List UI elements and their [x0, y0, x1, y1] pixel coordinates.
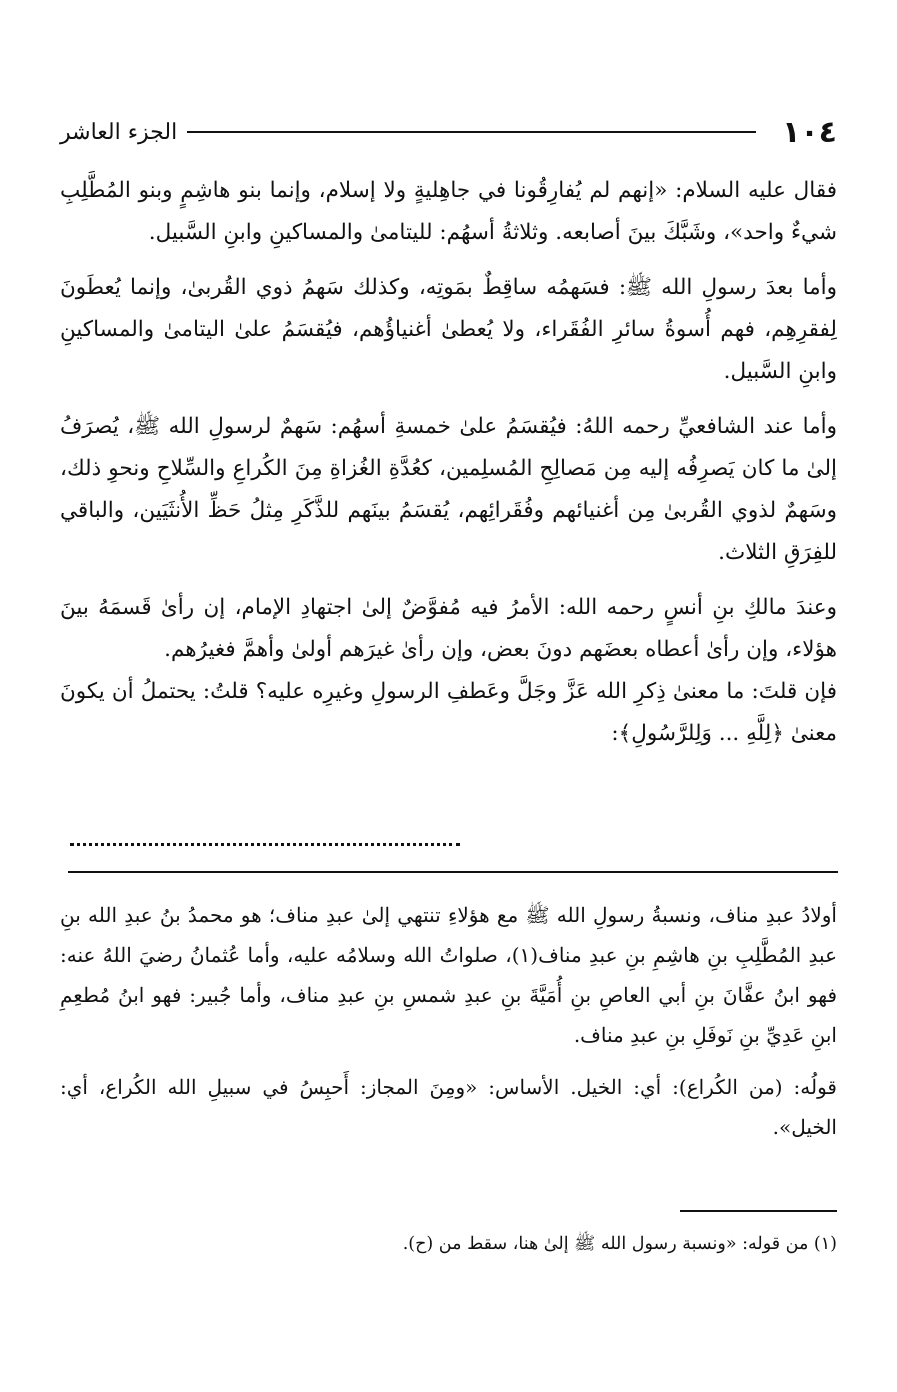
body-paragraph: فإن قلتَ: ما معنىٰ ذِكرِ الله عَزَّ وجَلَّ وعَطفِ الرسولِ وغيرِه عليه؟ قلتُ: يحتملُ أن يكونَ معنىٰ ﴿لِلَّهِ ... وَلِلرَّسُولِ﴾: [60, 679, 837, 746]
running-title: الجزء العاشر [60, 119, 178, 145]
note-paragraph: قولُه: (من الكُراع): أي: الخيل. الأساس: «ومِنَ المجاز: أَحبِسُ في سبيلِ الله الكُراع، أي: الخيل». [60, 1075, 837, 1139]
footnote: (١) من قوله: «ونسبة رسول الله ﷺ إلىٰ هنا، سقط من (ح). [402, 1234, 837, 1254]
commentary-notes [60, 895, 837, 1159]
body-paragraph: وأما عند الشافعيِّ رحمه اللهُ: فيُقسَمُ علىٰ خمسةِ أسهُم: سَهمٌ لرسولِ الله ﷺ، يُصرَفُ إلىٰ ما كان يَصرِفُه إليه مِن مَصالِحِ المُسلِمين، كعُدَّةِ الغُزاةِ مِنَ الكُراعِ والسِّلاحِ ونحوِ ذلك، وسَهمٌ لذوي القُربىٰ مِن أغنيائهم وفُقَرائِهم، يُقسَمُ بينَهم للذَّكَرِ مِثلُ حَظِّ الأُنثَيَين، والباقي للفِرَقِ الثلاث. [60, 414, 838, 565]
page-number: ١٠٤ [782, 114, 837, 150]
text-notes-divider [68, 871, 838, 873]
footnote-divider [680, 1210, 837, 1212]
body-paragraph: وأما بعدَ رسولِ الله ﷺ: فسَهمُه ساقِطٌ بمَوتِه، وكذلك سَهمُ ذوي القُربىٰ، وإنما يُعطَونَ لِفقرِهِم، فهم أُسوةُ سائرِ الفُقَراء، ولا يُعطىٰ أغنياؤُهم، فيُقسَمُ علىٰ اليتامىٰ والمساكينِ وابنِ السَّبيل. [60, 275, 837, 384]
body-paragraph: وعندَ مالكِ بنِ أنسٍ رحمه الله: الأمرُ فيه مُفوَّضٌ إلىٰ اجتهادِ الإمام، إن رأىٰ قَسمَهُ بينَ هؤلاء، وإن رأىٰ أعطاه بعضَهم دونَ بعض، وإن رأىٰ غيرَهم أولىٰ وأهمَّ فغيرُهم. [60, 595, 837, 662]
page-header [60, 112, 837, 152]
header-rule [187, 131, 756, 133]
note-paragraph: أولادُ عبدِ مناف، ونسبةُ رسولِ الله ﷺ مع هؤلاءِ تنتهي إلىٰ عبدِ مناف؛ هو محمدُ بنُ عبدِ الله بنِ عبدِ المُطَّلِبِ بنِ هاشِمِ بنِ عبدِ مناف(١)، صلواتُ الله وسلامُه عليه، وأما عُثمانُ رضيَ اللهُ عنه: فهو ابنُ عفَّانَ بنِ أبي العاصِ بنِ أُمَيَّةَ بنِ عبدِ شمسِ بنِ عبدِ مناف، وأما جُبير: فهو ابنُ مُطعِمِ ابنِ عَدِيِّ بنِ نَوفَلِ بنِ عبدِ مناف. [60, 903, 838, 1047]
body-paragraph: فقال عليه السلام: «إنهم لم يُفارِقُونا في جاهِليةٍ ولا إسلام، وإنما بنو هاشِمٍ وبنو المُطَّلِبِ شيءٌ واحد»، وشَبَّكَ بينَ أصابعه. وثلاثةُ أسهُم: لليتامىٰ والمساكينِ وابنِ السَّبيل. [60, 178, 837, 245]
continuation-dots [70, 843, 460, 846]
main-text [60, 170, 837, 768]
